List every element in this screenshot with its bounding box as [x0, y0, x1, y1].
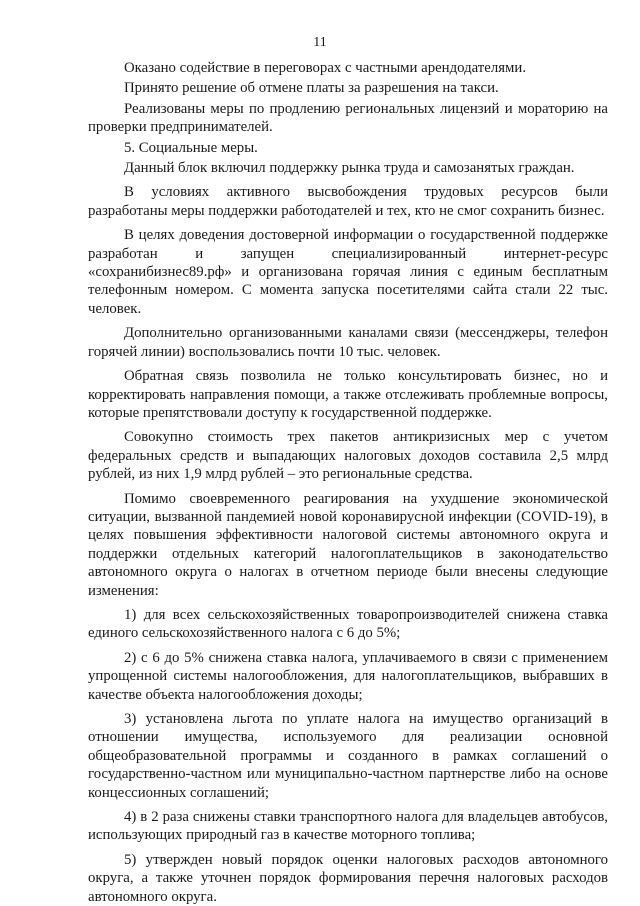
- paragraph-6: В условиях активного высвобождения трудовых ресурсов были разработаны меры поддержки работодателей и тех, кто не смог сохранить бизнес.: [88, 184, 608, 219]
- document-body: [88, 59, 608, 906]
- list-item-4: 4) в 2 раза снижены ставки транспортного налога для владельцев автобусов, использующих природный газ в качестве моторного топлива;: [88, 809, 608, 844]
- paragraph-10: Совокупно стоимость трех пакетов антикризисных мер с учетом федеральных средств и выпадающих налоговых доходов составила 2,5 млрд рублей, из них 1,9 млрд рублей – это региональные средства.: [88, 429, 608, 483]
- list-item-3: 3) установлена льгота по уплате налога на имущество организаций в отношении имущества, используемого для реализации основной общеобразовательной программы и созданного в рамках соглашений о государственно-частном или муниципально-частном партнерстве либо на основе концессионных соглашений;: [88, 711, 608, 801]
- section-heading-social-measures: 5. Социальные меры.: [124, 139, 258, 156]
- paragraph-8: Дополнительно организованными каналами связи (мессенджеры, телефон горячей линии) воспользовались почти 10 тыс. человек.: [88, 325, 608, 360]
- list-item-1: 1) для всех сельскохозяйственных товаропроизводителей снижена ставка единого сельскохозяйственного налога с 6 до 5%;: [88, 606, 608, 642]
- paragraph-9: Обратная связь позволила не только консультировать бизнес, но и корректировать направления помощи, а также отслеживать проблемные вопросы, которые препятствовали доступу к государственной поддержке.: [88, 368, 608, 421]
- paragraph-2: Принято решение об отмене платы за разрешения на такси.: [124, 80, 499, 97]
- list-item-5: 5) утвержден новый порядок оценки налоговых расходов автономного округа, а также уточнен порядок формирования перечня налоговых расходов автономного округа.: [88, 851, 608, 905]
- list-item-2: 2) с 6 до 5% снижена ставка налога, уплачиваемого в связи с применением упрощенной системы налогообложения, для налогоплательщиков, выбравших в качестве объекта налогообложения доходы;: [88, 649, 608, 703]
- paragraph-11: Помимо своевременного реагирования на ухудшение экономической ситуации, вызванной пандемией новой коронавирусной инфекции (COVID-19), в целях повышения эффективности налоговой системы автономного округа и поддержки отдельных категорий налогоплательщиков в законодательство автономного округа о налогах в отчетном периоде были внесены следующие изменения:: [88, 490, 608, 599]
- paragraph-3: Реализованы меры по продлению региональных лицензий и мораторию на проверки предпринимателей.: [88, 100, 608, 136]
- paragraph-7: В целях доведения достоверной информации о государственной поддержке разработан и запущен специализированный интернет-ресурс «сохранибизнес89.рф» и организована горячая линия с единым бесплатным телефонным номером. С момента запуска посетителями сайта стали 22 тыс. человек.: [88, 227, 608, 317]
- paragraph-1: Оказано содействие в переговорах с частными арендодателями.: [124, 60, 527, 76]
- paragraph-5: Данный блок включил поддержку рынка труда и самозанятых граждан.: [124, 160, 575, 177]
- page-number: 11: [313, 35, 327, 50]
